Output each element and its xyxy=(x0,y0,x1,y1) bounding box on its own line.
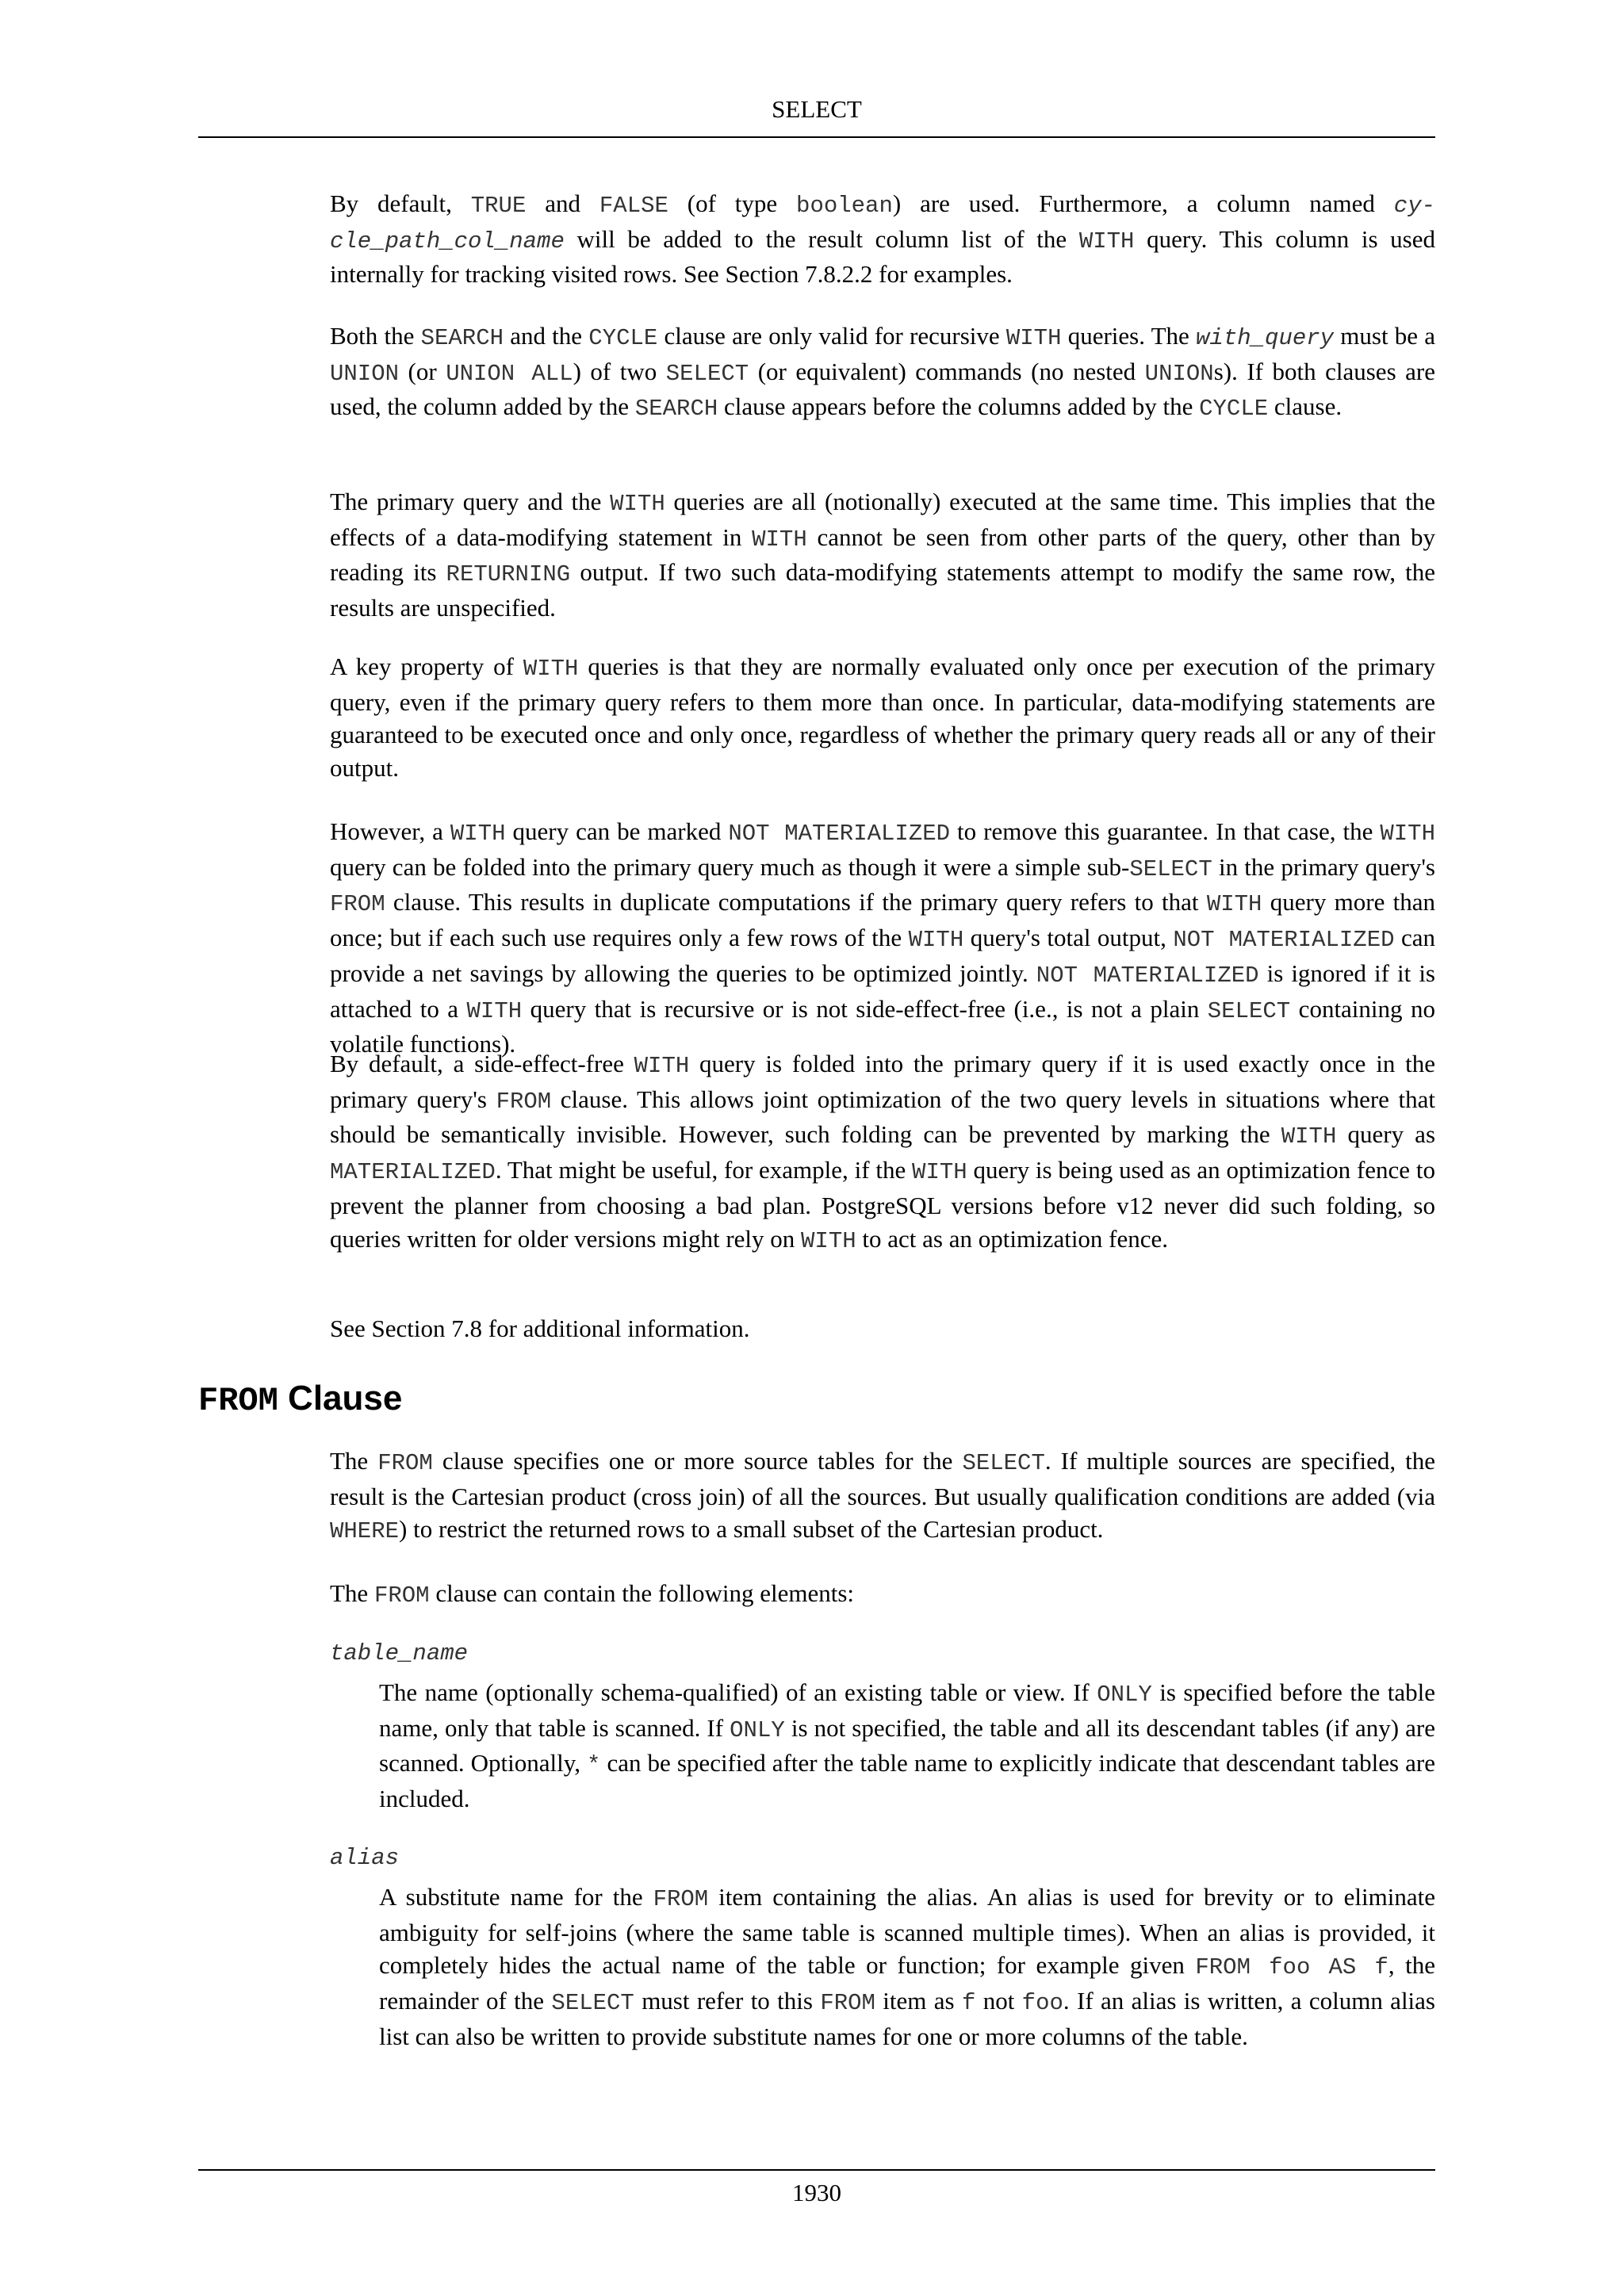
code-search: SEARCH xyxy=(420,325,504,351)
text: s). If both clauses are used, the column added by the xyxy=(330,357,1435,421)
text: is specified before the table name, only that table is scanned. If xyxy=(379,1678,1435,1742)
text: query is folded into the primary query if it is used exactly once in the primary query's xyxy=(330,1050,1436,1113)
paragraph-see-section xyxy=(330,1312,1435,1345)
text: query that is recursive or is not side-effect-free (i.e., is not a plain xyxy=(522,994,1208,1023)
section-heading-title: Clause xyxy=(278,1379,403,1418)
text: The xyxy=(330,1579,374,1607)
code-boolean: boolean xyxy=(796,193,893,219)
code-true: TRUE xyxy=(470,193,527,219)
paragraph-table-name-desc xyxy=(379,1676,1435,1816)
code-f: f xyxy=(961,1990,976,2017)
code-with: WITH xyxy=(1281,1123,1337,1150)
code-with: WITH xyxy=(912,1159,967,1186)
paragraph-not-materialized xyxy=(330,815,1435,1061)
text: By default, a side-effect-free xyxy=(330,1050,634,1077)
text: , the remainder of the xyxy=(379,1951,1435,2015)
code-asterisk: * xyxy=(587,1752,601,1779)
code-with: WITH xyxy=(1078,228,1135,254)
text: item as xyxy=(875,1987,962,2015)
code-only: ONLY xyxy=(1097,1682,1152,1708)
text: clause appears before the columns added by the xyxy=(718,392,1200,421)
text: Both the xyxy=(330,322,421,350)
text: query. This column is used internally for tracking visited rows. See Section 7.8.2.2 for examples. xyxy=(330,224,1435,289)
text: in the primary query's xyxy=(1212,852,1435,881)
text: must be a xyxy=(1334,322,1435,350)
code-with: WITH xyxy=(634,1053,690,1079)
text: (or equivalent) commands (no nested xyxy=(749,357,1145,385)
paragraph-primary-query xyxy=(330,485,1435,625)
text: ) are used. Furthermore, a column named xyxy=(892,189,1394,217)
text: clause specifies one or more source tables for the xyxy=(432,1447,963,1475)
text: and xyxy=(526,189,599,217)
text: clause. This results in duplicate computations if the primary query refers to that xyxy=(385,888,1207,916)
code-select: SELECT xyxy=(1129,855,1212,882)
text: item containing the alias. An alias is used for brevity or to eliminate ambiguity for self-joins (where the same table is scanned multiple times). When an alias is provided, it completely hides the actual name of the table or function; for example given xyxy=(379,1883,1435,1980)
text: query more than once; but if each such use requires only a few rows of the xyxy=(330,888,1435,952)
paragraph-folding xyxy=(330,1047,1435,1257)
text: ) to restrict the returned rows to a small subset of the Cartesian product. xyxy=(399,1515,1104,1544)
code-with: WITH xyxy=(610,491,665,517)
code-from: FROM xyxy=(377,1450,433,1476)
text: queries are all (notionally) executed at the same time. This implies that the effects of a data-modifying statement in xyxy=(330,488,1435,551)
text: (of type xyxy=(668,189,797,217)
code-with: WITH xyxy=(908,927,964,954)
text: A key property of xyxy=(330,652,523,680)
text: query can be marked xyxy=(505,817,729,845)
text: By default, xyxy=(330,189,471,217)
code-materialized: MATERIALIZED xyxy=(330,1159,496,1186)
text: queries is that they are normally evaluated only once per execution of the primary query, even if the primary query refers to them more than once. In particular, data-modifying statements are guaranteed to be executed once and only once, regardless of whether the primary query reads all or any of their output. xyxy=(330,652,1435,783)
text: output. If two such data-modifying statements attempt to modify the same row, the results are unspecified. xyxy=(330,558,1436,622)
text: The name (optionally schema-qualified) of an existing table or view. If xyxy=(379,1678,1097,1706)
paragraph-from-elements xyxy=(330,1577,1435,1613)
code-with: WITH xyxy=(1206,891,1262,918)
page-number: 1930 xyxy=(792,2179,841,2206)
text: clause. xyxy=(1268,392,1342,421)
text: to act as an optimization fence. xyxy=(856,1224,1169,1253)
code-only: ONLY xyxy=(730,1716,785,1743)
code-cycle: CYCLE xyxy=(1199,396,1269,423)
code-from: FROM xyxy=(820,1990,875,2017)
text: is not specified, the table and all its descendant tables (if any) are scanned. Optionally, xyxy=(379,1713,1436,1777)
footer-rule xyxy=(198,2169,1435,2171)
text: clause can contain the following elements: xyxy=(429,1579,855,1607)
text: (or xyxy=(399,357,446,385)
text: cannot be seen from other parts of the query, other than by reading its xyxy=(330,522,1435,587)
code-select: SELECT xyxy=(665,360,749,387)
section-heading-code: FROM xyxy=(198,1382,278,1420)
text: containing no volatile functions). xyxy=(330,994,1436,1058)
text: must refer to this xyxy=(634,1987,821,2015)
code-cycle-path-col-name-part2: cle_path_col_name xyxy=(330,228,565,254)
code-with: WITH xyxy=(801,1227,856,1254)
text: query's total output, xyxy=(963,924,1174,952)
text: . If an alias is written, a column alias list can also be written to provide substitute names for one or more columns of the table. xyxy=(379,1987,1435,2050)
text: The primary query and the xyxy=(330,488,611,515)
code-returning: RETURNING xyxy=(446,561,571,588)
text: See Section 7.8 for additional information. xyxy=(330,1314,750,1342)
header-rule xyxy=(198,136,1435,138)
section-heading-from-clause xyxy=(198,1376,402,1423)
code-with: WITH xyxy=(1005,325,1062,351)
code-not-materialized: NOT MATERIALIZED xyxy=(728,821,951,847)
code-with-query: with_query xyxy=(1196,325,1335,351)
text: can be specified after the table name to explicitly indicate that descendant tables are included. xyxy=(379,1749,1435,1813)
code-select: SELECT xyxy=(551,1990,634,2017)
code-with: WITH xyxy=(752,526,807,553)
text: is ignored if it is attached to a xyxy=(330,959,1435,1023)
text: However, a xyxy=(330,817,450,845)
text: ) of two xyxy=(573,357,666,385)
code-select: SELECT xyxy=(962,1450,1045,1476)
paragraph-key-property xyxy=(330,650,1435,785)
text: queries. The xyxy=(1061,322,1197,350)
text: query as xyxy=(1336,1120,1436,1149)
term-alias: alias xyxy=(330,1845,400,1871)
code-cycle-path-col-name-part1: cy- xyxy=(1393,193,1436,219)
text: clause. This allows joint optimization of the two query levels in situations where that should be semantically invisible. However, such folding can be prevented by marking the xyxy=(330,1085,1435,1149)
code-from: FROM xyxy=(653,1886,709,1912)
paragraph-search-cycle xyxy=(330,320,1435,426)
code-foo: foo xyxy=(1021,1990,1063,2017)
code-with: WITH xyxy=(1380,821,1435,847)
text: . If multiple sources are specified, the result is the Cartesian product (cross join) of all the sources. But usually qualification conditions are added (via xyxy=(330,1447,1436,1510)
text: not xyxy=(975,1987,1022,2015)
code-union-all: UNION ALL xyxy=(446,360,573,387)
text: clause are only valid for recursive xyxy=(657,322,1006,350)
text: can provide a net savings by allowing the queries to be optimized jointly. xyxy=(330,924,1435,987)
text: A substitute name for the xyxy=(379,1883,653,1911)
paragraph-alias-desc xyxy=(379,1881,1435,2053)
text: query is being used as an optimization fence to prevent the planner from choosing a bad plan. PostgreSQL versions before v12 never did such folding, so queries written for older versions might rely on xyxy=(330,1156,1435,1253)
paragraph-cycle-path xyxy=(330,187,1435,291)
text: to remove this guarantee. In that case, the xyxy=(950,817,1381,845)
text: The xyxy=(330,1447,378,1475)
code-not-materialized: NOT MATERIALIZED xyxy=(1173,927,1395,954)
code-union: UNION xyxy=(1144,360,1214,387)
page-header: SELECT xyxy=(772,95,862,123)
code-cycle: CYCLE xyxy=(588,325,658,351)
code-from: FROM xyxy=(330,891,385,918)
text: will be added to the result column list of the xyxy=(564,224,1079,253)
code-from: FROM xyxy=(496,1088,552,1115)
text: query can be folded into the primary query much as though it were a simple sub- xyxy=(330,852,1130,881)
code-with: WITH xyxy=(450,821,506,847)
code-search: SEARCH xyxy=(634,396,718,423)
code-with: WITH xyxy=(523,656,579,682)
code-where: WHERE xyxy=(330,1518,400,1545)
code-from: FROM xyxy=(373,1582,430,1609)
text: and the xyxy=(504,322,589,350)
code-false: FALSE xyxy=(599,193,668,219)
code-with: WITH xyxy=(466,997,523,1024)
paragraph-from-intro xyxy=(330,1445,1435,1548)
code-from-foo-as-f: FROM foo AS f xyxy=(1195,1954,1388,1981)
code-union: UNION xyxy=(330,360,400,387)
code-not-materialized: NOT MATERIALIZED xyxy=(1036,962,1259,989)
code-select: SELECT xyxy=(1207,997,1291,1024)
term-table-name: table_name xyxy=(330,1640,469,1667)
text: . That might be useful, for example, if the xyxy=(495,1156,913,1184)
